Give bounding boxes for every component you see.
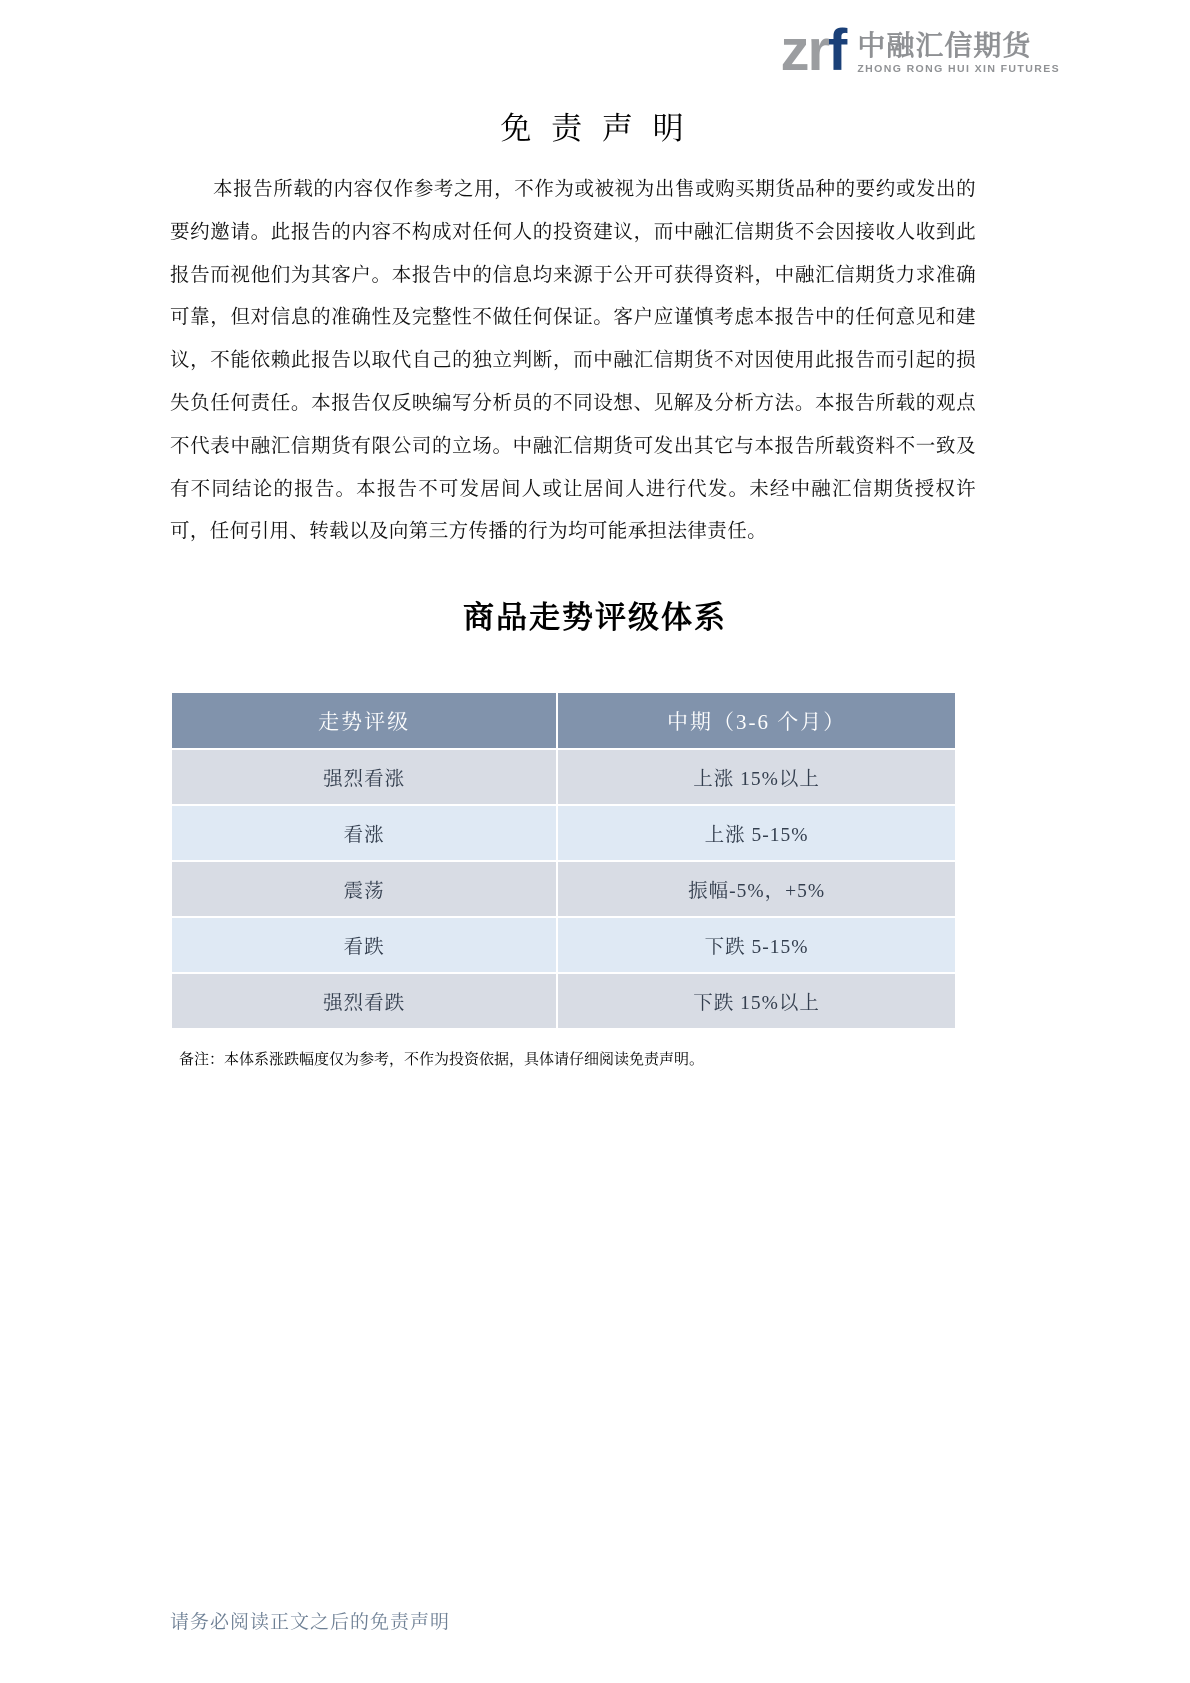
table-row xyxy=(171,861,956,917)
table-cell-rating: 强烈看跌 xyxy=(171,973,557,1029)
table-header-row xyxy=(171,692,956,749)
table-row xyxy=(171,805,956,861)
logo-name-block xyxy=(857,31,1060,75)
table-cell-rating: 看跌 xyxy=(171,917,557,973)
disclaimer-paragraph: 本报告所载的内容仅作参考之用，不作为或被视为出售或购买期货品种的要约或发出的要约邀请。此报告的内容不构成对任何人的投资建议，而中融汇信期货不会因接收人收到此报告而视他们为其客户。本报告中的信息均来源于公开可获得资料，中融汇信期货力求准确可靠，但对信息的准确性及完整性不做任何保证。客户应谨慎考虑本报告中的任何意见和建议，不能依赖此报告以取代自己的独立判断，而中融汇信期货不对因使用此报告而引起的损失负任何责任。本报告仅反映编写分析员的不同设想、见解及分析方法。本报告所载的观点不代表中融汇信期货有限公司的立场。中融汇信期货可发出其它与本报告所载资料不一致及有不同结论的报告。本报告不可发居间人或让居间人进行代发。未经中融汇信期货授权许可，任何引用、转载以及向第三方传播的行为均可能承担法律责任。 xyxy=(170,179,976,543)
header-cell-period: 中期（3-6 个月） xyxy=(557,692,956,749)
section-title: 商品走势评级体系 xyxy=(463,600,727,635)
table-row xyxy=(171,917,956,973)
zrf-logo-icon xyxy=(780,18,846,83)
table-cell-rating: 看涨 xyxy=(171,805,557,861)
company-logo xyxy=(780,18,1060,83)
company-name-cn: 中融汇信期货 xyxy=(857,30,1032,61)
table-cell-rating: 震荡 xyxy=(171,861,557,917)
table-cell-period: 下跌 5-15% xyxy=(557,917,956,973)
table-cell-period: 上涨 5-15% xyxy=(557,805,956,861)
table-cell-rating: 强烈看涨 xyxy=(171,749,557,805)
table-cell-period: 上涨 15%以上 xyxy=(557,749,956,805)
logo-zr-text: zr xyxy=(780,18,829,83)
table-row xyxy=(171,749,956,805)
footer-disclaimer: 请务必阅读正文之后的免责声明 xyxy=(170,1612,451,1633)
table-row xyxy=(171,973,956,1029)
rating-table xyxy=(170,691,957,1030)
table-cell-period: 下跌 15%以上 xyxy=(557,973,956,1029)
header-cell-rating: 走势评级 xyxy=(171,692,557,749)
page-title: 免 责 声 明 xyxy=(500,111,690,146)
table-note: 备注：本体系涨跌幅度仅为参考，不作为投资依据，具体请仔细阅读免责声明。 xyxy=(179,1052,705,1068)
table-cell-period: 振幅-5%，+5% xyxy=(557,861,956,917)
logo-f-text: f xyxy=(828,18,846,83)
company-name-en: ZHONG RONG HUI XIN FUTURES xyxy=(857,63,1060,75)
